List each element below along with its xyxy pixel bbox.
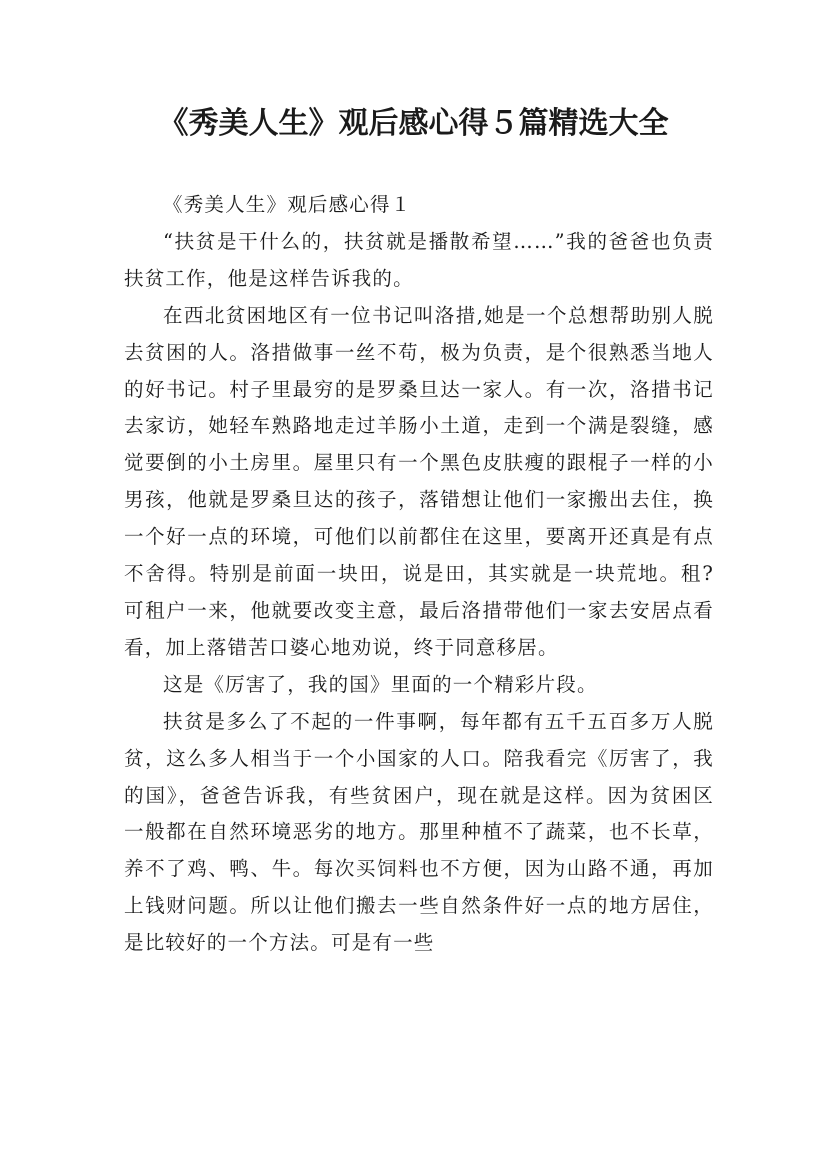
document-title: 《秀美人生》观后感心得５篇精选大全	[158, 106, 669, 141]
document-body	[124, 187, 714, 962]
paragraph: 这是《厉害了，我的国》里面的一个精彩片段。	[163, 672, 598, 696]
paragraph: 扶贫是多么了不起的一件事啊，每年都有五千五百多万人脱贫，这么多人相当于一个小国家的人口。陪我看完《厉害了，我的国》，爸爸告诉我，有些贫困户，现在就是这样。因为贫困区一般都在自然环境恶劣的地方。那里种植不了蔬菜，也不长草，养不了鸡、鸭、牛。每次买饲料也不方便，因为山路不通，再加上钱财问题。所以让他们搬去一些自然条件好一点的地方居住，是比较好的一个方法。可是有一些	[124, 709, 714, 955]
section-heading: 《秀美人生》观后感心得１	[163, 193, 412, 216]
paragraph: 在西北贫困地区有一位书记叫洛措,她是一个总想帮助别人脱去贫困的人。洛措做事一丝不苟，极为负责，是个很熟悉当地人的好书记。村子里最穷的是罗桑旦达一家人。有一次，洛措书记去家访，她轻车熟路地走过羊肠小土道，走到一个满是裂缝，感觉要倒的小土房里。屋里只有一个黑色皮肤瘦的跟棍子一样的小男孩，他就是罗桑旦达的孩子，落错想让他们一家搬出去住，换一个好一点的环境，可他们以前都住在这里，要离开还真是有点不舍得。特别是前面一块田，说是田，其实就是一块荒地。租?可租户一来，他就要改变主意，最后洛措带他们一家去安居点看看，加上落错苦口婆心地劝说，终于同意移居。	[124, 303, 714, 659]
paragraph: “扶贫是干什么的，扶贫就是播散希望……”我的爸爸也负责扶贫工作，他是这样告诉我的。	[124, 229, 714, 290]
